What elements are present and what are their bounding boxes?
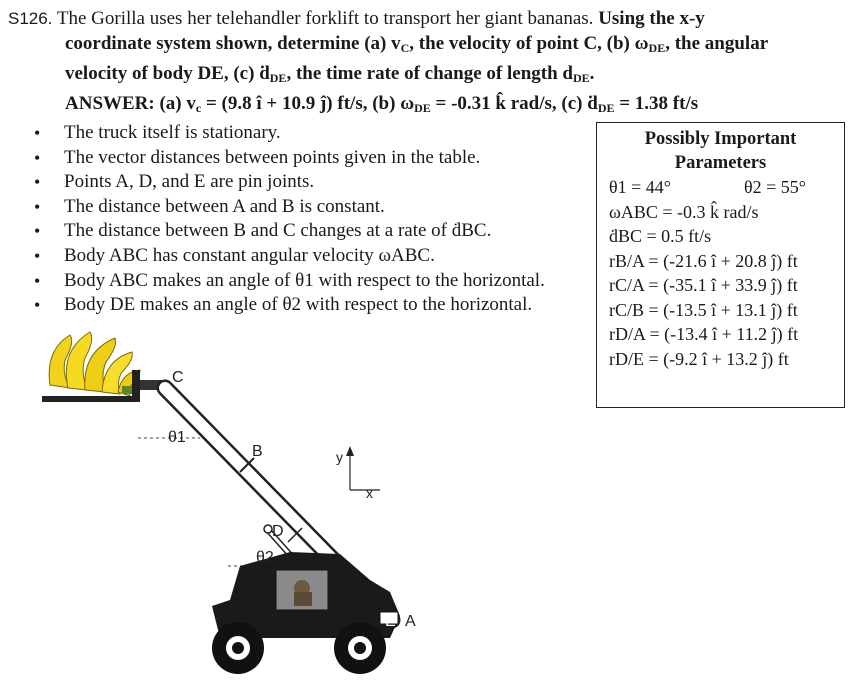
list-item: • Points A, D, and E are pin joints. (34, 170, 594, 195)
answer-c: (c) ḋ (561, 93, 598, 114)
answer-line (8, 91, 853, 121)
problem-line-1 (8, 6, 853, 31)
answer-b: (b) ω (372, 93, 415, 114)
answer-c-sub: DE (597, 101, 615, 115)
theta-row (597, 175, 844, 200)
task-lead: Using the x-y (598, 8, 705, 29)
list-item: • The vector distances between points given in the table. (34, 146, 594, 171)
parameters-title-2: Parameters (674, 153, 767, 173)
list-item: • Body ABC has constant angular velocity ωABC. (34, 244, 594, 269)
task-text-b: , the velocity of point C, (b) ω (409, 33, 649, 54)
answer-b-sub: DE (414, 101, 431, 115)
list-item: • Body DE makes an angle of θ2 with respect to the horizontal. (34, 293, 594, 318)
task-text-d: velocity of body DE, (c) ḋ (65, 63, 270, 84)
task-sub-de3: DE (572, 71, 590, 85)
truck-image (212, 552, 400, 674)
theta2-value: θ2 = 55° (744, 177, 806, 197)
answer-a-sub: c (195, 101, 202, 115)
list-item: • The distance between B and C changes at a rate of ḋBC. (34, 219, 594, 244)
problem-intro: The Gorilla uses her telehandler forklift to transport her giant bananas. (56, 8, 594, 29)
problem-line-3 (8, 61, 853, 91)
list-item: • The truck itself is stationary. (34, 121, 594, 146)
task-sub-de: DE (648, 41, 666, 55)
task-text-a: coordinate system shown, determine (a) v (65, 33, 401, 54)
answer-b-value: = -0.31 k̂ rad/s, (430, 93, 562, 114)
telehandler-figure (40, 330, 460, 685)
task-text-c: , the angular (665, 33, 769, 54)
list-item: • Body ABC makes an angle of θ1 with respect to the horizontal. (34, 269, 594, 294)
label-a: A (405, 613, 416, 630)
label-theta2: θ2 (256, 549, 274, 566)
omega-abc-value: ωABC = -0.3 k̂ rad/s (609, 201, 759, 222)
label-b: B (252, 443, 263, 460)
task-text-e: , the time rate of change of length d (286, 63, 573, 84)
label-c: C (172, 369, 184, 386)
answer-a-value: = (9.8 î + 10.9 ĵ) ft/s, (201, 93, 373, 114)
r-ba-value: rB/A = (-21.6 î + 20.8 ĵ) ft (609, 250, 798, 271)
r-cb-value: rC/B = (-13.5 î + 13.1 ĵ) ft (609, 299, 798, 320)
r-de-value: rD/E = (-9.2 î + 13.2 ĵ) ft (609, 348, 789, 369)
r-ca-value: rC/A = (-35.1 î + 33.9 ĵ) ft (609, 275, 798, 295)
coordinate-axes (346, 446, 380, 490)
axis-y-label: y (336, 449, 343, 465)
answer-label: ANSWER: (65, 93, 155, 114)
problem-line-2 (8, 31, 853, 61)
label-e: E (385, 613, 396, 630)
bananas-image (49, 332, 140, 396)
answer-a: (a) v (159, 93, 196, 114)
problem-statement (8, 6, 853, 121)
answer-c-value: = 1.38 ft/s (614, 93, 699, 114)
label-theta1: θ1 (168, 429, 186, 446)
parameters-title-1: Possibly Important (644, 129, 797, 149)
list-item: • The distance between A and B is constant. (34, 195, 594, 220)
task-text-f: . (589, 63, 595, 84)
dbc-rate-value: ḋBC = 0.5 ft/s (609, 226, 712, 246)
task-sub-c: C (400, 41, 410, 55)
theta1-value: θ1 = 44° (609, 177, 671, 197)
axis-x-label: x (366, 485, 373, 501)
problem-number: S126. (8, 9, 53, 28)
assumptions-list (34, 121, 594, 318)
r-da-value: rD/A = (-13.4 î + 11.2 ĵ) ft (609, 324, 799, 344)
label-d: D (272, 523, 284, 540)
task-sub-de2: DE (269, 71, 287, 85)
parameters-box (596, 122, 845, 408)
